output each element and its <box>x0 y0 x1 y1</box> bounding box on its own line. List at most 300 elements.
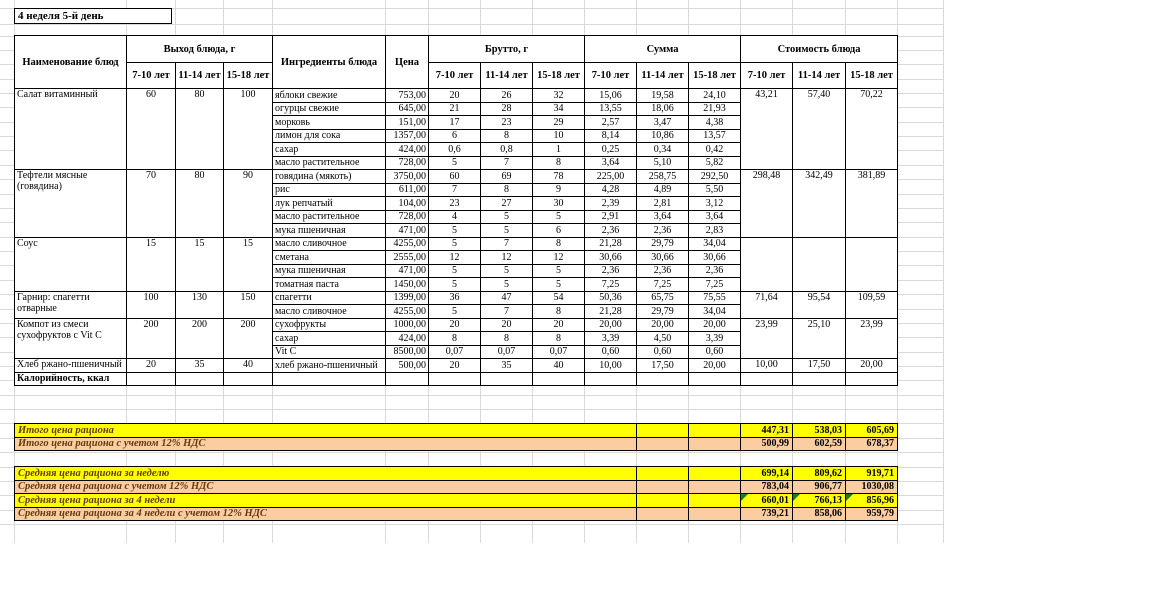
output-cell[interactable]: 40 <box>224 359 273 373</box>
summary-value-cell[interactable]: 660,01 <box>741 494 793 508</box>
gross-cell[interactable]: 23 <box>429 197 481 211</box>
col-header-age[interactable]: 11-14 лет <box>637 63 689 89</box>
summary-value-cell[interactable]: 447,31 <box>741 424 793 438</box>
ingredient-cell[interactable]: сухофрукты <box>273 318 386 332</box>
cost-cell[interactable] <box>793 237 846 291</box>
output-cell[interactable]: 70 <box>127 170 176 238</box>
sum-cell[interactable]: 3,12 <box>689 197 741 211</box>
gross-cell[interactable]: 0,6 <box>429 143 481 157</box>
price-cell[interactable]: 104,00 <box>386 197 429 211</box>
empty-cell[interactable] <box>127 372 176 386</box>
sum-cell[interactable]: 20,00 <box>585 318 637 332</box>
sum-cell[interactable]: 34,04 <box>689 305 741 319</box>
gross-cell[interactable]: 12 <box>533 251 585 265</box>
sum-cell[interactable]: 4,50 <box>637 332 689 346</box>
gross-cell[interactable]: 6 <box>533 224 585 238</box>
summary-value-cell[interactable]: 856,96 <box>846 494 898 508</box>
ingredient-cell[interactable]: морковь <box>273 116 386 130</box>
sum-cell[interactable]: 65,75 <box>637 291 689 305</box>
sum-cell[interactable]: 3,39 <box>689 332 741 346</box>
col-header-output[interactable]: Выход блюда, г <box>127 36 273 63</box>
gross-cell[interactable]: 5 <box>429 237 481 251</box>
gross-cell[interactable]: 12 <box>481 251 533 265</box>
ingredient-cell[interactable]: масло сливочное <box>273 305 386 319</box>
sum-cell[interactable]: 4,28 <box>585 183 637 197</box>
gross-cell[interactable]: 0,8 <box>481 143 533 157</box>
ingredient-cell[interactable]: сметана <box>273 251 386 265</box>
cost-cell[interactable]: 57,40 <box>793 89 846 170</box>
dish-name-cell[interactable]: Салат витаминный <box>15 89 127 170</box>
summary-label-cell[interactable]: Средняя цена рациона за 4 недели <box>15 494 637 508</box>
grid-line <box>0 524 943 525</box>
summary-value-cell[interactable]: 906,77 <box>793 480 846 494</box>
gross-cell[interactable]: 10 <box>533 129 585 143</box>
table-row <box>15 372 898 386</box>
sum-cell[interactable]: 0,60 <box>585 345 637 359</box>
price-cell[interactable]: 728,00 <box>386 210 429 224</box>
sum-cell[interactable]: 3,64 <box>689 210 741 224</box>
gross-cell[interactable]: 34 <box>533 102 585 116</box>
ingredient-cell[interactable]: спагетти <box>273 291 386 305</box>
sum-cell[interactable]: 20,00 <box>637 318 689 332</box>
col-header-price[interactable]: Цена <box>386 36 429 89</box>
sum-cell[interactable]: 10,86 <box>637 129 689 143</box>
empty-cell[interactable] <box>689 372 741 386</box>
sum-cell[interactable]: 7,25 <box>689 278 741 292</box>
gross-cell[interactable]: 12 <box>429 251 481 265</box>
gross-cell[interactable]: 8 <box>481 129 533 143</box>
price-cell[interactable]: 424,00 <box>386 332 429 346</box>
cost-cell[interactable]: 342,49 <box>793 170 846 238</box>
gross-cell[interactable]: 5 <box>533 210 585 224</box>
output-cell[interactable]: 90 <box>224 170 273 238</box>
summary-value-cell[interactable]: 602,59 <box>793 437 846 451</box>
empty-cell[interactable] <box>533 372 585 386</box>
col-header-age[interactable]: 15-18 лет <box>533 63 585 89</box>
summary-empty-cell[interactable] <box>689 507 741 521</box>
col-header-age[interactable]: 7-10 лет <box>127 63 176 89</box>
ingredient-cell[interactable]: масло растительное <box>273 210 386 224</box>
dish-name-cell[interactable]: Гарнир: спагетти отварные <box>15 291 127 318</box>
gross-cell[interactable]: 69 <box>481 170 533 184</box>
gross-cell[interactable]: 7 <box>481 156 533 170</box>
sum-cell[interactable]: 2,36 <box>637 224 689 238</box>
output-cell[interactable]: 200 <box>224 318 273 359</box>
cost-cell[interactable]: 95,54 <box>793 291 846 318</box>
ingredient-cell[interactable]: сахар <box>273 143 386 157</box>
sum-cell[interactable]: 34,04 <box>689 237 741 251</box>
col-header-age[interactable]: 15-18 лет <box>846 63 898 89</box>
summary-empty-cell[interactable] <box>637 494 689 508</box>
gross-cell[interactable]: 5 <box>533 278 585 292</box>
sum-cell[interactable]: 7,25 <box>637 278 689 292</box>
output-cell[interactable]: 35 <box>176 359 224 373</box>
summary-value-cell[interactable]: 1030,08 <box>846 480 898 494</box>
gross-cell[interactable]: 0,07 <box>429 345 481 359</box>
gross-cell[interactable]: 32 <box>533 89 585 103</box>
gross-cell[interactable]: 60 <box>429 170 481 184</box>
sum-cell[interactable]: 2,36 <box>585 224 637 238</box>
price-cell[interactable]: 471,00 <box>386 264 429 278</box>
gross-cell[interactable]: 9 <box>533 183 585 197</box>
gross-cell[interactable]: 5 <box>481 224 533 238</box>
summary-empty-cell[interactable] <box>637 507 689 521</box>
gross-cell[interactable]: 8 <box>481 183 533 197</box>
gross-cell[interactable]: 5 <box>481 264 533 278</box>
gross-cell[interactable]: 8 <box>429 332 481 346</box>
gross-cell[interactable]: 54 <box>533 291 585 305</box>
sum-cell[interactable]: 13,57 <box>689 129 741 143</box>
summary-empty-cell[interactable] <box>689 424 741 438</box>
gross-cell[interactable]: 7 <box>481 305 533 319</box>
col-header-dish-cost[interactable]: Стоимость блюда <box>741 36 898 63</box>
sum-cell[interactable]: 225,00 <box>585 170 637 184</box>
price-cell[interactable]: 1450,00 <box>386 278 429 292</box>
gross-cell[interactable]: 23 <box>481 116 533 130</box>
empty-cell[interactable] <box>793 372 846 386</box>
summary-value-cell[interactable]: 500,99 <box>741 437 793 451</box>
empty-cell[interactable] <box>741 372 793 386</box>
sum-cell[interactable]: 258,75 <box>637 170 689 184</box>
gross-cell[interactable]: 5 <box>533 264 585 278</box>
averages-table <box>14 466 898 521</box>
header-row <box>15 63 898 89</box>
gross-cell[interactable]: 7 <box>481 237 533 251</box>
empty-cell[interactable] <box>273 372 386 386</box>
gross-cell[interactable]: 6 <box>429 129 481 143</box>
summary-empty-cell[interactable] <box>637 480 689 494</box>
error-flag-icon <box>793 494 800 501</box>
output-cell[interactable]: 100 <box>224 89 273 170</box>
cost-cell[interactable]: 10,00 <box>741 359 793 373</box>
cost-cell[interactable]: 20,00 <box>846 359 898 373</box>
ingredient-cell[interactable]: масло растительное <box>273 156 386 170</box>
table-row <box>15 359 898 373</box>
col-header-sum[interactable]: Сумма <box>585 36 741 63</box>
summary-value-cell[interactable]: 858,06 <box>793 507 846 521</box>
sum-cell[interactable]: 15,06 <box>585 89 637 103</box>
col-header-age[interactable]: 7-10 лет <box>429 63 481 89</box>
summary-label-cell[interactable]: Итого цена рациона с учетом 12% НДС <box>15 437 637 451</box>
gross-cell[interactable]: 5 <box>429 224 481 238</box>
ingredient-cell[interactable]: Vit C <box>273 345 386 359</box>
gross-cell[interactable]: 7 <box>429 183 481 197</box>
sum-cell[interactable]: 3,39 <box>585 332 637 346</box>
sum-cell[interactable]: 3,64 <box>637 210 689 224</box>
sum-cell[interactable]: 2,83 <box>689 224 741 238</box>
sum-cell[interactable]: 3,64 <box>585 156 637 170</box>
dish-name-cell[interactable]: Хлеб ржано-пшеничный <box>15 359 127 373</box>
gross-cell[interactable]: 20 <box>429 89 481 103</box>
gross-cell[interactable]: 5 <box>481 278 533 292</box>
ingredient-cell[interactable]: хлеб ржано-пшеничный <box>273 359 386 373</box>
sum-cell[interactable]: 30,66 <box>689 251 741 265</box>
sum-cell[interactable]: 5,50 <box>689 183 741 197</box>
ingredient-cell[interactable]: яблоки свежие <box>273 89 386 103</box>
gross-cell[interactable]: 5 <box>429 278 481 292</box>
table-row <box>15 237 898 251</box>
price-cell[interactable]: 151,00 <box>386 116 429 130</box>
col-header-age[interactable]: 11-14 лет <box>176 63 224 89</box>
gross-cell[interactable]: 0,07 <box>533 345 585 359</box>
cost-cell[interactable]: 25,10 <box>793 318 846 359</box>
ingredient-cell[interactable]: лимон для сока <box>273 129 386 143</box>
summary-value-cell[interactable]: 783,04 <box>741 480 793 494</box>
summary-label-cell[interactable]: Средняя цена рациона с учетом 12% НДС <box>15 480 637 494</box>
summary-row <box>15 467 898 481</box>
output-cell[interactable]: 15 <box>127 237 176 291</box>
price-cell[interactable]: 1357,00 <box>386 129 429 143</box>
summary-value-cell[interactable]: 766,13 <box>793 494 846 508</box>
ingredient-cell[interactable]: сахар <box>273 332 386 346</box>
error-flag-icon <box>846 494 853 501</box>
output-cell[interactable]: 60 <box>127 89 176 170</box>
table-row <box>15 318 898 332</box>
sum-cell[interactable]: 29,79 <box>637 237 689 251</box>
sum-cell[interactable]: 19,58 <box>637 89 689 103</box>
empty-cell[interactable] <box>429 372 481 386</box>
summary-row <box>15 494 898 508</box>
col-header-age[interactable]: 7-10 лет <box>741 63 793 89</box>
output-cell[interactable]: 130 <box>176 291 224 318</box>
gross-cell[interactable]: 28 <box>481 102 533 116</box>
empty-cell[interactable] <box>481 372 533 386</box>
gross-cell[interactable]: 5 <box>481 210 533 224</box>
sum-cell[interactable]: 0,42 <box>689 143 741 157</box>
empty-cell[interactable] <box>386 372 429 386</box>
sum-cell[interactable]: 0,25 <box>585 143 637 157</box>
summary-value-cell[interactable]: 699,14 <box>741 467 793 481</box>
sum-cell[interactable]: 2,91 <box>585 210 637 224</box>
gross-cell[interactable]: 8 <box>481 332 533 346</box>
gross-cell[interactable]: 8 <box>533 332 585 346</box>
cost-cell[interactable]: 70,22 <box>846 89 898 170</box>
calories-label-cell[interactable]: Калорийность, ккал <box>15 372 127 386</box>
gross-cell[interactable]: 1 <box>533 143 585 157</box>
dish-name-cell[interactable]: Тефтели мясные (говядина) <box>15 170 127 238</box>
ingredient-cell[interactable]: лук репчатый <box>273 197 386 211</box>
summary-empty-cell[interactable] <box>689 437 741 451</box>
summary-empty-cell[interactable] <box>689 494 741 508</box>
output-cell[interactable]: 100 <box>127 291 176 318</box>
summary-value-cell[interactable]: 919,71 <box>846 467 898 481</box>
gross-cell[interactable]: 40 <box>533 359 585 373</box>
output-cell[interactable]: 150 <box>224 291 273 318</box>
price-cell[interactable]: 4255,00 <box>386 305 429 319</box>
cost-cell[interactable]: 381,89 <box>846 170 898 238</box>
cost-cell[interactable]: 23,99 <box>741 318 793 359</box>
output-cell[interactable]: 200 <box>176 318 224 359</box>
price-cell[interactable]: 4255,00 <box>386 237 429 251</box>
sum-cell[interactable]: 30,66 <box>585 251 637 265</box>
col-header-age[interactable]: 15-18 лет <box>224 63 273 89</box>
gross-cell[interactable]: 8 <box>533 237 585 251</box>
sum-cell[interactable]: 2,57 <box>585 116 637 130</box>
summary-value-cell[interactable]: 739,21 <box>741 507 793 521</box>
gross-cell[interactable]: 30 <box>533 197 585 211</box>
price-cell[interactable]: 424,00 <box>386 143 429 157</box>
sum-cell[interactable]: 29,79 <box>637 305 689 319</box>
summary-value-cell[interactable]: 538,03 <box>793 424 846 438</box>
gross-cell[interactable]: 27 <box>481 197 533 211</box>
ingredient-cell[interactable]: рис <box>273 183 386 197</box>
sum-cell[interactable]: 20,00 <box>689 359 741 373</box>
sum-cell[interactable]: 7,25 <box>585 278 637 292</box>
output-cell[interactable]: 200 <box>127 318 176 359</box>
price-cell[interactable]: 8500,00 <box>386 345 429 359</box>
dish-name-cell[interactable]: Соус <box>15 237 127 291</box>
summary-label-cell[interactable]: Итого цена рациона <box>15 424 637 438</box>
dish-name-cell[interactable]: Компот из смеси сухофруктов с Vit C <box>15 318 127 359</box>
sum-cell[interactable]: 292,50 <box>689 170 741 184</box>
gross-cell[interactable]: 5 <box>429 305 481 319</box>
sum-cell[interactable]: 21,28 <box>585 237 637 251</box>
price-cell[interactable]: 645,00 <box>386 102 429 116</box>
menu-table <box>14 35 898 386</box>
cost-cell[interactable]: 71,64 <box>741 291 793 318</box>
sum-cell[interactable]: 24,10 <box>689 89 741 103</box>
gross-cell[interactable]: 20 <box>481 318 533 332</box>
gross-cell[interactable]: 20 <box>429 359 481 373</box>
table-row <box>15 89 898 103</box>
sheet-title-cell[interactable] <box>14 8 172 24</box>
gross-cell[interactable]: 4 <box>429 210 481 224</box>
gross-cell[interactable]: 5 <box>429 156 481 170</box>
col-header-gross[interactable]: Брутто, г <box>429 36 585 63</box>
col-header-ingredients[interactable]: Ингредиенты блюда <box>273 36 386 89</box>
empty-cell[interactable] <box>637 372 689 386</box>
ingredient-cell[interactable]: мука пшеничная <box>273 264 386 278</box>
grid-line <box>943 0 944 543</box>
summary-value-cell[interactable]: 809,62 <box>793 467 846 481</box>
summary-empty-cell[interactable] <box>689 480 741 494</box>
summary-value-cell[interactable]: 678,37 <box>846 437 898 451</box>
price-cell[interactable]: 728,00 <box>386 156 429 170</box>
sum-cell[interactable]: 5,82 <box>689 156 741 170</box>
sum-cell[interactable]: 5,10 <box>637 156 689 170</box>
sum-cell[interactable]: 2,81 <box>637 197 689 211</box>
ingredient-cell[interactable]: масло сливочное <box>273 237 386 251</box>
price-cell[interactable]: 3750,00 <box>386 170 429 184</box>
output-cell[interactable]: 15 <box>176 237 224 291</box>
sum-cell[interactable]: 2,36 <box>585 264 637 278</box>
sum-cell[interactable]: 2,39 <box>585 197 637 211</box>
gross-cell[interactable]: 5 <box>429 264 481 278</box>
price-cell[interactable]: 471,00 <box>386 224 429 238</box>
table-row <box>15 291 898 305</box>
summary-value-cell[interactable]: 959,79 <box>846 507 898 521</box>
gross-cell[interactable]: 36 <box>429 291 481 305</box>
summary-empty-cell[interactable] <box>637 467 689 481</box>
col-header-age[interactable]: 15-18 лет <box>689 63 741 89</box>
sum-cell[interactable]: 30,66 <box>637 251 689 265</box>
sum-cell[interactable]: 50,36 <box>585 291 637 305</box>
summary-label-cell[interactable]: Средняя цена рациона за 4 недели с учетом 12% НДС <box>15 507 637 521</box>
output-cell[interactable]: 80 <box>176 89 224 170</box>
price-cell[interactable]: 753,00 <box>386 89 429 103</box>
sum-cell[interactable]: 17,50 <box>637 359 689 373</box>
output-cell[interactable]: 15 <box>224 237 273 291</box>
sum-cell[interactable]: 0,60 <box>689 345 741 359</box>
gross-cell[interactable]: 78 <box>533 170 585 184</box>
summary-empty-cell[interactable] <box>637 424 689 438</box>
sum-cell[interactable]: 0,60 <box>637 345 689 359</box>
ingredient-cell[interactable]: огурцы свежие <box>273 102 386 116</box>
sum-cell[interactable]: 10,00 <box>585 359 637 373</box>
cost-cell[interactable]: 298,48 <box>741 170 793 238</box>
gross-cell[interactable]: 35 <box>481 359 533 373</box>
ingredient-cell[interactable]: говядина (мякоть) <box>273 170 386 184</box>
grid-line <box>0 409 943 410</box>
gross-cell[interactable]: 26 <box>481 89 533 103</box>
ingredient-cell[interactable]: мука пшеничная <box>273 224 386 238</box>
gross-cell[interactable]: 0,07 <box>481 345 533 359</box>
empty-cell[interactable] <box>224 372 273 386</box>
cost-cell[interactable] <box>846 237 898 291</box>
totals-table <box>14 423 898 451</box>
price-cell[interactable]: 1399,00 <box>386 291 429 305</box>
col-header-age[interactable]: 11-14 лет <box>793 63 846 89</box>
sum-cell[interactable]: 21,28 <box>585 305 637 319</box>
summary-label-cell[interactable]: Средняя цена рациона за неделю <box>15 467 637 481</box>
sum-cell[interactable]: 4,38 <box>689 116 741 130</box>
price-cell[interactable]: 2555,00 <box>386 251 429 265</box>
price-cell[interactable]: 611,00 <box>386 183 429 197</box>
price-cell[interactable]: 1000,00 <box>386 318 429 332</box>
gross-cell[interactable]: 20 <box>533 318 585 332</box>
sum-cell[interactable]: 0,34 <box>637 143 689 157</box>
col-header-age[interactable]: 11-14 лет <box>481 63 533 89</box>
ingredient-cell[interactable]: томатная паста <box>273 278 386 292</box>
cost-cell[interactable]: 23,99 <box>846 318 898 359</box>
cost-cell[interactable] <box>741 237 793 291</box>
sum-cell[interactable]: 3,47 <box>637 116 689 130</box>
gross-cell[interactable]: 20 <box>429 318 481 332</box>
summary-row <box>15 507 898 521</box>
cost-cell[interactable]: 43,21 <box>741 89 793 170</box>
cost-cell[interactable]: 17,50 <box>793 359 846 373</box>
output-cell[interactable]: 20 <box>127 359 176 373</box>
summary-row <box>15 424 898 438</box>
summary-value-cell[interactable]: 605,69 <box>846 424 898 438</box>
sum-cell[interactable]: 18,06 <box>637 102 689 116</box>
empty-cell[interactable] <box>176 372 224 386</box>
sum-cell[interactable]: 2,36 <box>637 264 689 278</box>
gross-cell[interactable]: 8 <box>533 156 585 170</box>
col-header-dish-name[interactable]: Наименование блюд <box>15 36 127 89</box>
gross-cell[interactable]: 47 <box>481 291 533 305</box>
col-header-age[interactable]: 7-10 лет <box>585 63 637 89</box>
sum-cell[interactable]: 21,93 <box>689 102 741 116</box>
gross-cell[interactable]: 8 <box>533 305 585 319</box>
summary-empty-cell[interactable] <box>689 467 741 481</box>
sum-cell[interactable]: 20,00 <box>689 318 741 332</box>
sum-cell[interactable]: 4,89 <box>637 183 689 197</box>
summary-empty-cell[interactable] <box>637 437 689 451</box>
empty-cell[interactable] <box>585 372 637 386</box>
sum-cell[interactable]: 2,36 <box>689 264 741 278</box>
price-cell[interactable]: 500,00 <box>386 359 429 373</box>
gross-cell[interactable]: 29 <box>533 116 585 130</box>
gross-cell[interactable]: 21 <box>429 102 481 116</box>
sum-cell[interactable]: 75,55 <box>689 291 741 305</box>
sum-cell[interactable]: 13,55 <box>585 102 637 116</box>
cost-cell[interactable]: 109,59 <box>846 291 898 318</box>
sum-cell[interactable]: 8,14 <box>585 129 637 143</box>
empty-cell[interactable] <box>846 372 898 386</box>
output-cell[interactable]: 80 <box>176 170 224 238</box>
gross-cell[interactable]: 17 <box>429 116 481 130</box>
